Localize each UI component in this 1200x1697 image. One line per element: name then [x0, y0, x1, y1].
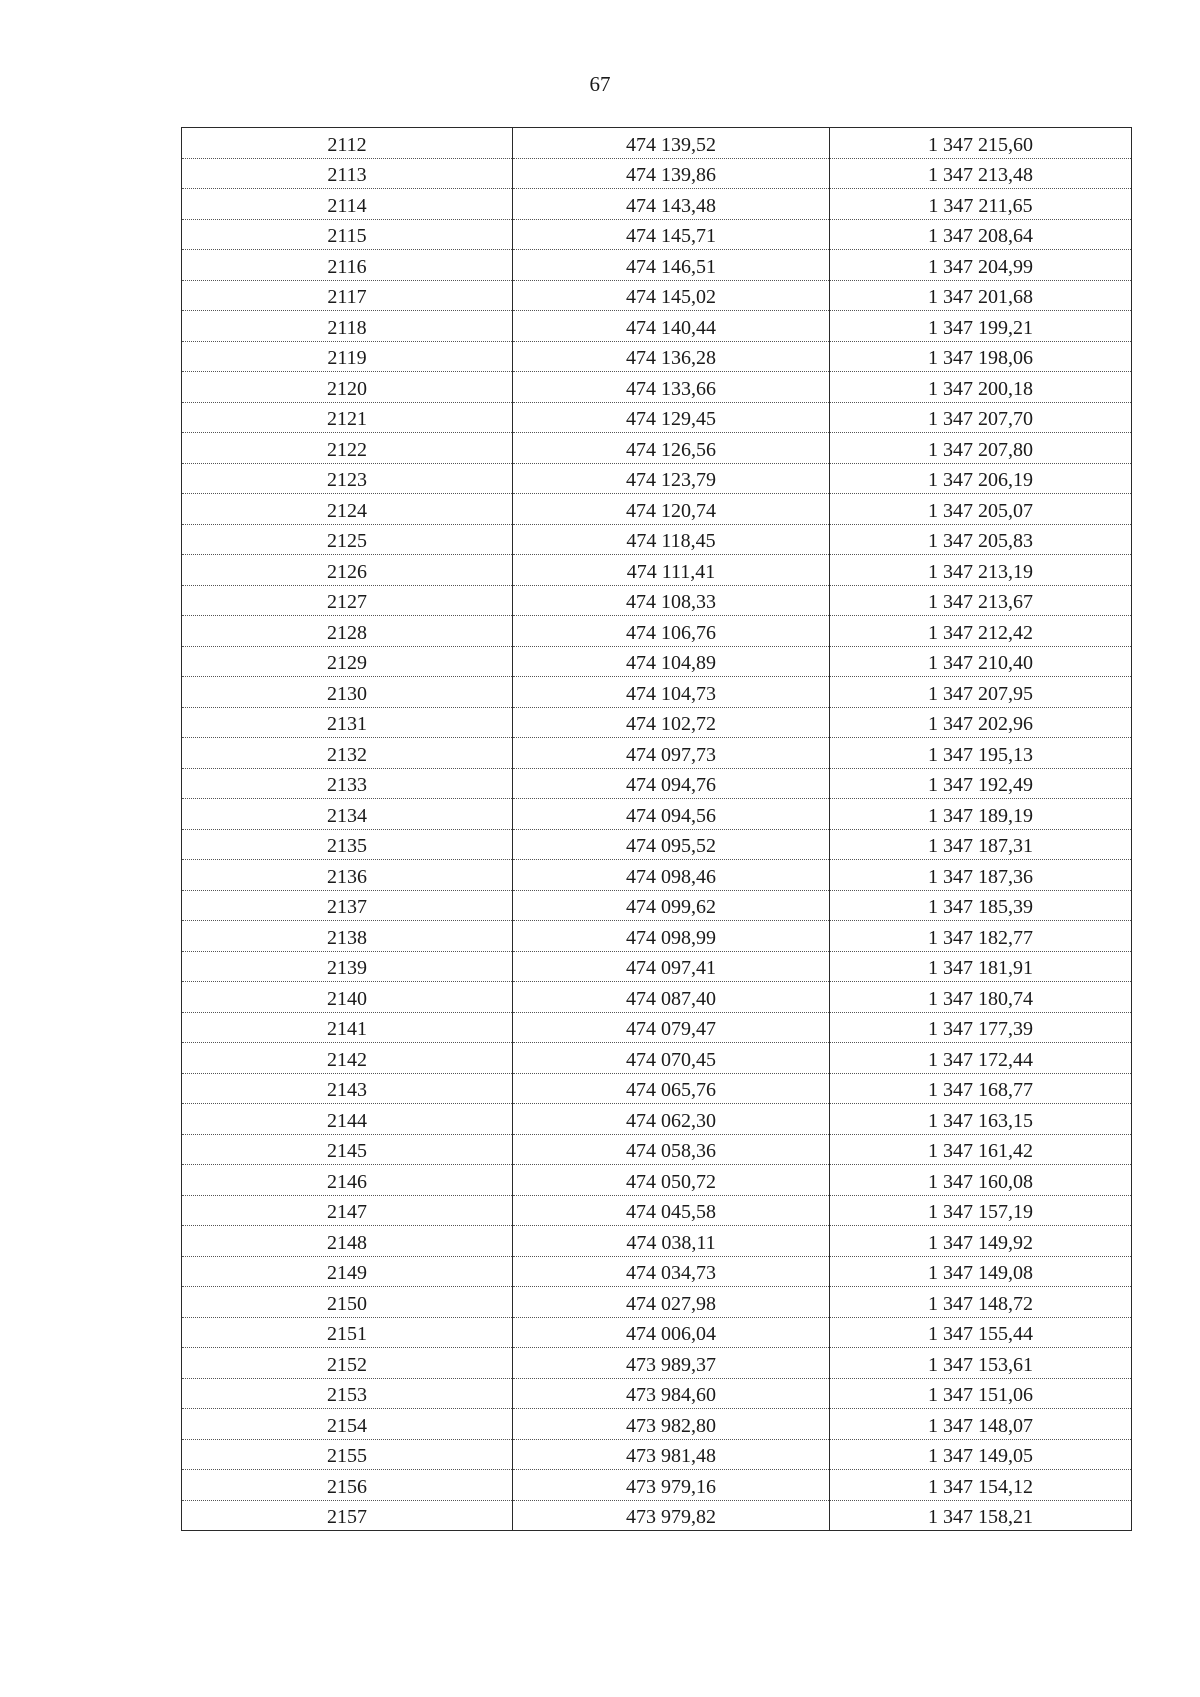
y-coordinate-cell: 1 347 212,42 [830, 616, 1132, 647]
table-row [182, 433, 1132, 464]
point-number-cell: 2112 [182, 128, 513, 159]
y-coordinate-cell: 1 347 181,91 [830, 951, 1132, 982]
x-coordinate-cell: 474 006,04 [513, 1317, 830, 1348]
table-row [182, 1073, 1132, 1104]
table-row [182, 677, 1132, 708]
table-row [182, 1012, 1132, 1043]
x-coordinate-cell: 474 027,98 [513, 1287, 830, 1318]
table-row [182, 402, 1132, 433]
point-number-cell: 2129 [182, 646, 513, 677]
y-coordinate-cell: 1 347 204,99 [830, 250, 1132, 281]
x-coordinate-cell: 474 139,86 [513, 158, 830, 189]
x-coordinate-cell: 474 145,02 [513, 280, 830, 311]
x-coordinate-cell: 474 099,62 [513, 890, 830, 921]
point-number-cell: 2121 [182, 402, 513, 433]
table-row [182, 463, 1132, 494]
point-number-cell: 2144 [182, 1104, 513, 1135]
table-row [182, 890, 1132, 921]
table-row [182, 341, 1132, 372]
table-row [182, 524, 1132, 555]
table-row [182, 219, 1132, 250]
table-row [182, 1287, 1132, 1318]
x-coordinate-cell: 474 104,89 [513, 646, 830, 677]
y-coordinate-cell: 1 347 215,60 [830, 128, 1132, 159]
y-coordinate-cell: 1 347 180,74 [830, 982, 1132, 1013]
point-number-cell: 2115 [182, 219, 513, 250]
x-coordinate-cell: 474 034,73 [513, 1256, 830, 1287]
table-row [182, 1104, 1132, 1135]
x-coordinate-cell: 473 981,48 [513, 1439, 830, 1470]
table-row [182, 585, 1132, 616]
table-row [182, 738, 1132, 769]
y-coordinate-cell: 1 347 157,19 [830, 1195, 1132, 1226]
x-coordinate-cell: 474 070,45 [513, 1043, 830, 1074]
table-row [182, 829, 1132, 860]
point-number-cell: 2118 [182, 311, 513, 342]
page-number: 67 [589, 72, 611, 96]
table-row [182, 494, 1132, 525]
table-row [182, 1409, 1132, 1440]
table-row [182, 1348, 1132, 1379]
y-coordinate-cell: 1 347 154,12 [830, 1470, 1132, 1501]
x-coordinate-cell: 474 038,11 [513, 1226, 830, 1257]
x-coordinate-cell: 473 982,80 [513, 1409, 830, 1440]
table-row [182, 128, 1132, 159]
x-coordinate-cell: 474 058,36 [513, 1134, 830, 1165]
x-coordinate-cell: 474 106,76 [513, 616, 830, 647]
y-coordinate-cell: 1 347 205,83 [830, 524, 1132, 555]
table-row [182, 1317, 1132, 1348]
y-coordinate-cell: 1 347 185,39 [830, 890, 1132, 921]
x-coordinate-cell: 474 108,33 [513, 585, 830, 616]
x-coordinate-cell: 474 111,41 [513, 555, 830, 586]
y-coordinate-cell: 1 347 202,96 [830, 707, 1132, 738]
point-number-cell: 2152 [182, 1348, 513, 1379]
table-row [182, 250, 1132, 281]
x-coordinate-cell: 474 079,47 [513, 1012, 830, 1043]
y-coordinate-cell: 1 347 149,08 [830, 1256, 1132, 1287]
x-coordinate-cell: 473 979,16 [513, 1470, 830, 1501]
y-coordinate-cell: 1 347 151,06 [830, 1378, 1132, 1409]
table-row [182, 1165, 1132, 1196]
point-number-cell: 2114 [182, 189, 513, 220]
point-number-cell: 2119 [182, 341, 513, 372]
point-number-cell: 2136 [182, 860, 513, 891]
table-row [182, 799, 1132, 830]
y-coordinate-cell: 1 347 149,05 [830, 1439, 1132, 1470]
point-number-cell: 2128 [182, 616, 513, 647]
y-coordinate-cell: 1 347 200,18 [830, 372, 1132, 403]
y-coordinate-cell: 1 347 187,31 [830, 829, 1132, 860]
point-number-cell: 2155 [182, 1439, 513, 1470]
y-coordinate-cell: 1 347 207,95 [830, 677, 1132, 708]
y-coordinate-cell: 1 347 201,68 [830, 280, 1132, 311]
x-coordinate-cell: 474 087,40 [513, 982, 830, 1013]
point-number-cell: 2148 [182, 1226, 513, 1257]
table-row [182, 921, 1132, 952]
point-number-cell: 2116 [182, 250, 513, 281]
table-row [182, 372, 1132, 403]
x-coordinate-cell: 474 045,58 [513, 1195, 830, 1226]
x-coordinate-cell: 474 126,56 [513, 433, 830, 464]
point-number-cell: 2147 [182, 1195, 513, 1226]
table-row [182, 1439, 1132, 1470]
x-coordinate-cell: 474 098,46 [513, 860, 830, 891]
table-row [182, 1470, 1132, 1501]
point-number-cell: 2137 [182, 890, 513, 921]
point-number-cell: 2143 [182, 1073, 513, 1104]
table-row [182, 1500, 1132, 1531]
x-coordinate-cell: 473 984,60 [513, 1378, 830, 1409]
x-coordinate-cell: 473 979,82 [513, 1500, 830, 1531]
x-coordinate-cell: 474 104,73 [513, 677, 830, 708]
y-coordinate-cell: 1 347 205,07 [830, 494, 1132, 525]
y-coordinate-cell: 1 347 189,19 [830, 799, 1132, 830]
y-coordinate-cell: 1 347 161,42 [830, 1134, 1132, 1165]
point-number-cell: 2117 [182, 280, 513, 311]
table-row [182, 1226, 1132, 1257]
x-coordinate-cell: 474 133,66 [513, 372, 830, 403]
point-number-cell: 2140 [182, 982, 513, 1013]
point-number-cell: 2135 [182, 829, 513, 860]
table-row [182, 1195, 1132, 1226]
point-number-cell: 2130 [182, 677, 513, 708]
table-row [182, 1378, 1132, 1409]
x-coordinate-cell: 474 065,76 [513, 1073, 830, 1104]
y-coordinate-cell: 1 347 213,48 [830, 158, 1132, 189]
x-coordinate-cell: 474 136,28 [513, 341, 830, 372]
point-number-cell: 2138 [182, 921, 513, 952]
x-coordinate-cell: 474 139,52 [513, 128, 830, 159]
table-row [182, 555, 1132, 586]
coordinates-table-body [182, 128, 1132, 1531]
table-row [182, 311, 1132, 342]
x-coordinate-cell: 474 145,71 [513, 219, 830, 250]
point-number-cell: 2125 [182, 524, 513, 555]
x-coordinate-cell: 474 118,45 [513, 524, 830, 555]
y-coordinate-cell: 1 347 148,07 [830, 1409, 1132, 1440]
y-coordinate-cell: 1 347 172,44 [830, 1043, 1132, 1074]
y-coordinate-cell: 1 347 195,13 [830, 738, 1132, 769]
point-number-cell: 2122 [182, 433, 513, 464]
table-row [182, 158, 1132, 189]
y-coordinate-cell: 1 347 177,39 [830, 1012, 1132, 1043]
point-number-cell: 2126 [182, 555, 513, 586]
y-coordinate-cell: 1 347 207,80 [830, 433, 1132, 464]
x-coordinate-cell: 474 094,76 [513, 768, 830, 799]
table-row [182, 1256, 1132, 1287]
table-row [182, 280, 1132, 311]
point-number-cell: 2120 [182, 372, 513, 403]
table-row [182, 860, 1132, 891]
point-number-cell: 2113 [182, 158, 513, 189]
point-number-cell: 2150 [182, 1287, 513, 1318]
y-coordinate-cell: 1 347 210,40 [830, 646, 1132, 677]
y-coordinate-cell: 1 347 213,67 [830, 585, 1132, 616]
point-number-cell: 2131 [182, 707, 513, 738]
y-coordinate-cell: 1 347 148,72 [830, 1287, 1132, 1318]
point-number-cell: 2141 [182, 1012, 513, 1043]
x-coordinate-cell: 474 097,73 [513, 738, 830, 769]
point-number-cell: 2127 [182, 585, 513, 616]
x-coordinate-cell: 474 146,51 [513, 250, 830, 281]
point-number-cell: 2157 [182, 1500, 513, 1531]
point-number-cell: 2124 [182, 494, 513, 525]
y-coordinate-cell: 1 347 199,21 [830, 311, 1132, 342]
table-row [182, 707, 1132, 738]
x-coordinate-cell: 474 062,30 [513, 1104, 830, 1135]
point-number-cell: 2156 [182, 1470, 513, 1501]
x-coordinate-cell: 474 094,56 [513, 799, 830, 830]
x-coordinate-cell: 474 140,44 [513, 311, 830, 342]
point-number-cell: 2139 [182, 951, 513, 982]
point-number-cell: 2149 [182, 1256, 513, 1287]
y-coordinate-cell: 1 347 187,36 [830, 860, 1132, 891]
y-coordinate-cell: 1 347 213,19 [830, 555, 1132, 586]
x-coordinate-cell: 474 143,48 [513, 189, 830, 220]
x-coordinate-cell: 474 129,45 [513, 402, 830, 433]
x-coordinate-cell: 474 050,72 [513, 1165, 830, 1196]
table-row [182, 616, 1132, 647]
y-coordinate-cell: 1 347 163,15 [830, 1104, 1132, 1135]
y-coordinate-cell: 1 347 208,64 [830, 219, 1132, 250]
point-number-cell: 2146 [182, 1165, 513, 1196]
y-coordinate-cell: 1 347 198,06 [830, 341, 1132, 372]
point-number-cell: 2123 [182, 463, 513, 494]
point-number-cell: 2145 [182, 1134, 513, 1165]
y-coordinate-cell: 1 347 182,77 [830, 921, 1132, 952]
table-row [182, 1134, 1132, 1165]
y-coordinate-cell: 1 347 155,44 [830, 1317, 1132, 1348]
y-coordinate-cell: 1 347 153,61 [830, 1348, 1132, 1379]
y-coordinate-cell: 1 347 192,49 [830, 768, 1132, 799]
point-number-cell: 2151 [182, 1317, 513, 1348]
y-coordinate-cell: 1 347 158,21 [830, 1500, 1132, 1531]
table-row [182, 189, 1132, 220]
coordinates-table [181, 127, 1132, 1531]
x-coordinate-cell: 473 989,37 [513, 1348, 830, 1379]
x-coordinate-cell: 474 120,74 [513, 494, 830, 525]
table-row [182, 646, 1132, 677]
x-coordinate-cell: 474 095,52 [513, 829, 830, 860]
table-row [182, 1043, 1132, 1074]
table-row [182, 982, 1132, 1013]
point-number-cell: 2153 [182, 1378, 513, 1409]
x-coordinate-cell: 474 098,99 [513, 921, 830, 952]
y-coordinate-cell: 1 347 207,70 [830, 402, 1132, 433]
point-number-cell: 2142 [182, 1043, 513, 1074]
point-number-cell: 2154 [182, 1409, 513, 1440]
x-coordinate-cell: 474 123,79 [513, 463, 830, 494]
x-coordinate-cell: 474 102,72 [513, 707, 830, 738]
point-number-cell: 2133 [182, 768, 513, 799]
y-coordinate-cell: 1 347 160,08 [830, 1165, 1132, 1196]
point-number-cell: 2132 [182, 738, 513, 769]
x-coordinate-cell: 474 097,41 [513, 951, 830, 982]
y-coordinate-cell: 1 347 149,92 [830, 1226, 1132, 1257]
y-coordinate-cell: 1 347 206,19 [830, 463, 1132, 494]
table-row [182, 768, 1132, 799]
table-row [182, 951, 1132, 982]
y-coordinate-cell: 1 347 211,65 [830, 189, 1132, 220]
y-coordinate-cell: 1 347 168,77 [830, 1073, 1132, 1104]
point-number-cell: 2134 [182, 799, 513, 830]
